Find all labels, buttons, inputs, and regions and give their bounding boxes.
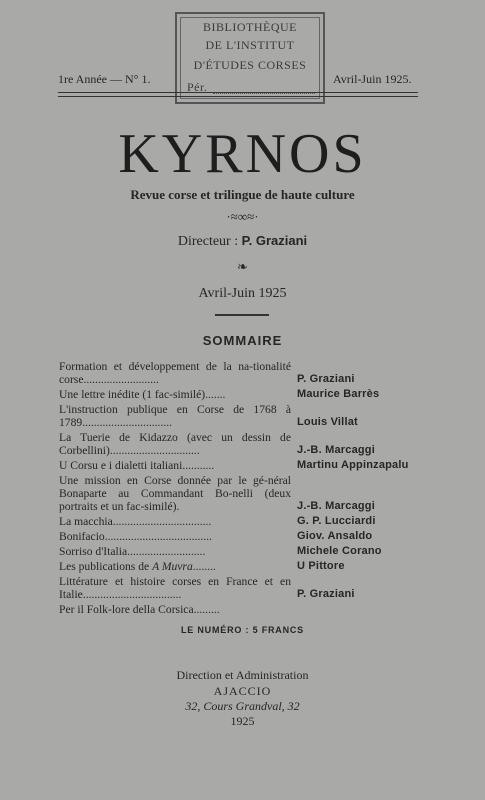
toc-entry-author: Maurice Barrès: [297, 388, 380, 400]
toc-entry: [59, 560, 439, 573]
ornament-icon: ·≈∞≈·: [226, 209, 259, 224]
toc-title-post: ........: [192, 560, 216, 573]
toc-entry: [59, 474, 439, 513]
toc-entry: [59, 530, 439, 543]
toc-entry-author: U Pittore: [297, 560, 345, 572]
toc-title-italic: A Muvra: [152, 560, 193, 573]
toc-entry: [59, 388, 439, 401]
sommaire-heading: SOMMAIRE: [202, 333, 283, 348]
issue-period: Avril-Juin 1925: [198, 286, 287, 301]
table-of-contents: [59, 360, 439, 616]
toc-entry: [59, 360, 439, 386]
toc-entry-author: G. P. Lucciardi: [297, 515, 376, 527]
stamp-line-1: BIBLIOTHÈQUE: [203, 20, 297, 34]
toc-entry-title: Une lettre inédite (1 fac-similé).......: [59, 388, 226, 401]
stamp-dotted-rule: [213, 93, 315, 94]
toc-entry-title: [59, 560, 291, 573]
toc-entry-title: U Corsu e i dialetti italiani...........: [59, 459, 215, 472]
imprint-address: 32, Cours Grandval, 32: [185, 699, 300, 713]
price-line: LE NUMÉRO : 5 FRANCS: [180, 625, 304, 635]
director-label: Directeur :: [177, 234, 239, 249]
issue-number: 1re Année — N° 1.: [58, 72, 151, 86]
toc-entry-author: Michele Corano: [297, 545, 382, 557]
toc-entry-title: Formation et développement de la na-tionalité corse..........................: [59, 360, 291, 386]
stamp-line-3: D'ÉTUDES CORSES: [193, 58, 307, 72]
header-rule-top: [58, 92, 418, 93]
toc-entry-title: Littérature et histoire corses en France et en Italie..................................: [59, 575, 291, 601]
header-rule-bottom: [58, 96, 418, 97]
toc-entry-title: L'instruction publique en Corse de 1768 à 1789...............................: [59, 403, 291, 429]
toc-entry: [59, 515, 439, 528]
toc-title-pre: Les publications de: [59, 560, 153, 573]
toc-entry: [59, 459, 439, 472]
fleuron-icon: ❧: [237, 259, 248, 274]
toc-entry-title: Une mission en Corse donnée par le gé-néral Bonaparte au Commandant Bo-nelli (deux portraits et un fac-similé).: [59, 474, 291, 513]
toc-entry-author: Martinu Appinzapalu: [297, 459, 409, 471]
imprint-city: AJACCIO: [213, 684, 272, 698]
imprint-year: 1925: [230, 714, 255, 728]
toc-entry-author: J.-B. Marcaggi: [297, 500, 375, 512]
director-name: P. Graziani: [241, 233, 308, 248]
toc-entry-author: J.-B. Marcaggi: [297, 444, 375, 456]
toc-entry: [59, 603, 439, 616]
toc-entry: [59, 403, 439, 429]
imprint-direction: Direction et Administration: [176, 668, 309, 682]
issue-date: Avril-Juin 1925.: [333, 72, 412, 86]
stamp-line-4: Pér.: [187, 80, 208, 94]
toc-entry-title: Sorriso d'Italia...........................: [59, 545, 206, 558]
library-stamp: [175, 12, 325, 104]
section-divider: [215, 314, 269, 316]
director-line: [0, 233, 485, 250]
toc-entry-title: Per il Folk-lore della Corsica.........: [59, 603, 220, 616]
journal-subtitle: Revue corse et trilingue de haute culture: [130, 187, 355, 202]
toc-entry-title: La Tuerie de Kidazzo (avec un dessin de Corbellini)...............................: [59, 431, 291, 457]
toc-entry-author: Louis Villat: [297, 416, 358, 428]
toc-entry: [59, 545, 439, 558]
toc-entry-title: Bonifacio.....................................: [59, 530, 212, 543]
toc-entry: [59, 431, 439, 457]
toc-entry-title: La macchia..................................: [59, 515, 212, 528]
toc-entry-author: Giov. Ansaldo: [297, 530, 373, 542]
stamp-line-2: DE L'INSTITUT: [205, 38, 295, 52]
toc-entry: [59, 575, 439, 601]
toc-entry-author: P. Graziani: [297, 373, 355, 385]
toc-entry-author: P. Graziani: [297, 588, 355, 600]
journal-title: KYRNOS: [118, 123, 367, 185]
